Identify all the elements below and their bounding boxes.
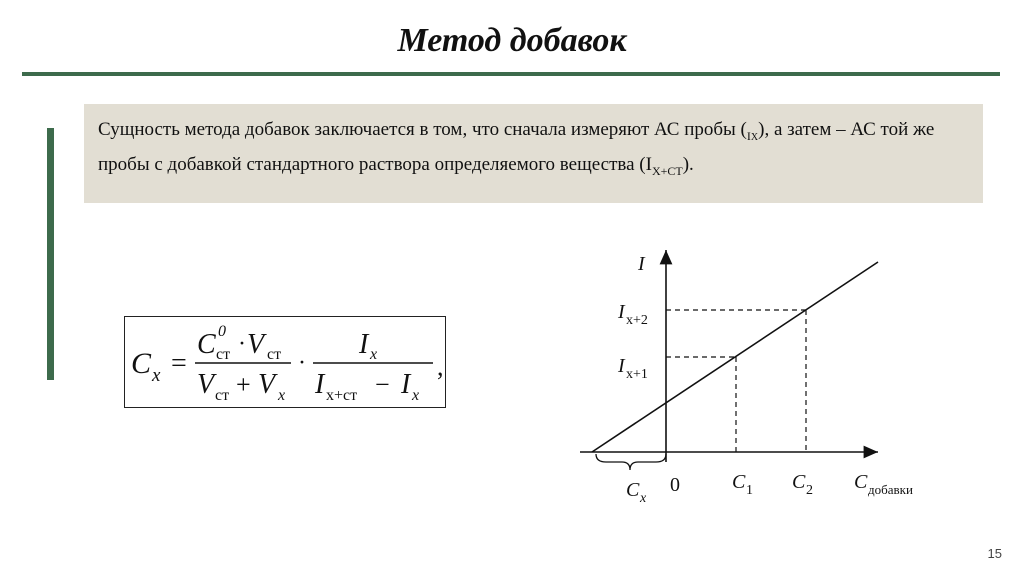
- formula-equals: =: [171, 348, 187, 379]
- y-axis-label: I: [638, 253, 645, 275]
- ix-symbol: [747, 129, 758, 143]
- den1-plus: +: [236, 370, 251, 399]
- standard-addition-graph: [560, 240, 960, 510]
- den2-i2sub: x: [412, 387, 420, 404]
- num1-vsub: ст: [267, 346, 282, 363]
- cx-label-base: C: [626, 479, 640, 501]
- den2-minus: −: [375, 370, 390, 399]
- c2-label-base: C: [792, 471, 806, 493]
- c1-label-base: C: [732, 471, 746, 493]
- c2-label-sub: 2: [806, 483, 813, 498]
- formula-lhs-x: x: [152, 365, 161, 386]
- den2-i2: I: [401, 369, 411, 400]
- num1-v: V: [247, 329, 265, 360]
- y-tick-2-sub: x+2: [626, 313, 648, 328]
- definition-box: [84, 104, 983, 203]
- ixst-base: I: [645, 153, 652, 175]
- slide-title: Метод добавок: [397, 22, 627, 59]
- den1-v2sub: x: [278, 387, 286, 404]
- side-accent-bar: [47, 128, 54, 380]
- c1-label-sub: 1: [746, 483, 753, 498]
- cx-label-sub: x: [640, 491, 647, 506]
- formula-box: [124, 316, 446, 408]
- den2-i1: I: [315, 369, 325, 400]
- ix-sub: X: [750, 131, 759, 143]
- formula-lhs-c: C: [131, 347, 152, 380]
- den1-v1sub: ст: [215, 387, 230, 404]
- graph-svg: [560, 240, 960, 510]
- num2-sub: x: [370, 346, 378, 363]
- title-divider: [22, 72, 1000, 76]
- additions-formula: [125, 317, 445, 407]
- cx-brace: [596, 454, 666, 470]
- num1-sub: ст: [216, 346, 231, 363]
- den2-i1sub: x+ст: [326, 387, 358, 404]
- x-axis-label-sub: добавки: [868, 482, 913, 497]
- definition-text-part2: ), а затем – АС той же пробы с добавкой стандартного раствора определяемого вещества (: [98, 119, 935, 175]
- ix-base: I: [746, 128, 751, 143]
- mult-dot: ·: [298, 350, 306, 376]
- y-tick-2-base: I: [618, 301, 625, 323]
- y-tick-1-sub: x+1: [626, 367, 648, 382]
- num2-i: I: [359, 329, 369, 360]
- num1-dot: ·: [238, 331, 246, 357]
- definition-text-part1: Сущность метода добавок заключается в том, что сначала измеряют АС пробы (: [98, 119, 747, 140]
- den1-v1: V: [197, 369, 215, 400]
- formula-comma: ,: [437, 352, 444, 381]
- calibration-line: [592, 262, 878, 452]
- num1-c: C: [197, 329, 216, 360]
- y-tick-1-base: I: [618, 355, 625, 377]
- den1-v2: V: [258, 369, 276, 400]
- page-number: 15: [987, 546, 1002, 561]
- x-axis-label-base: C: [854, 471, 868, 493]
- definition-text-part3: ).: [682, 153, 694, 175]
- num1-sup: 0: [218, 323, 226, 340]
- ixst-sub: Х+СТ: [651, 163, 683, 178]
- x-origin-label: 0: [670, 474, 680, 496]
